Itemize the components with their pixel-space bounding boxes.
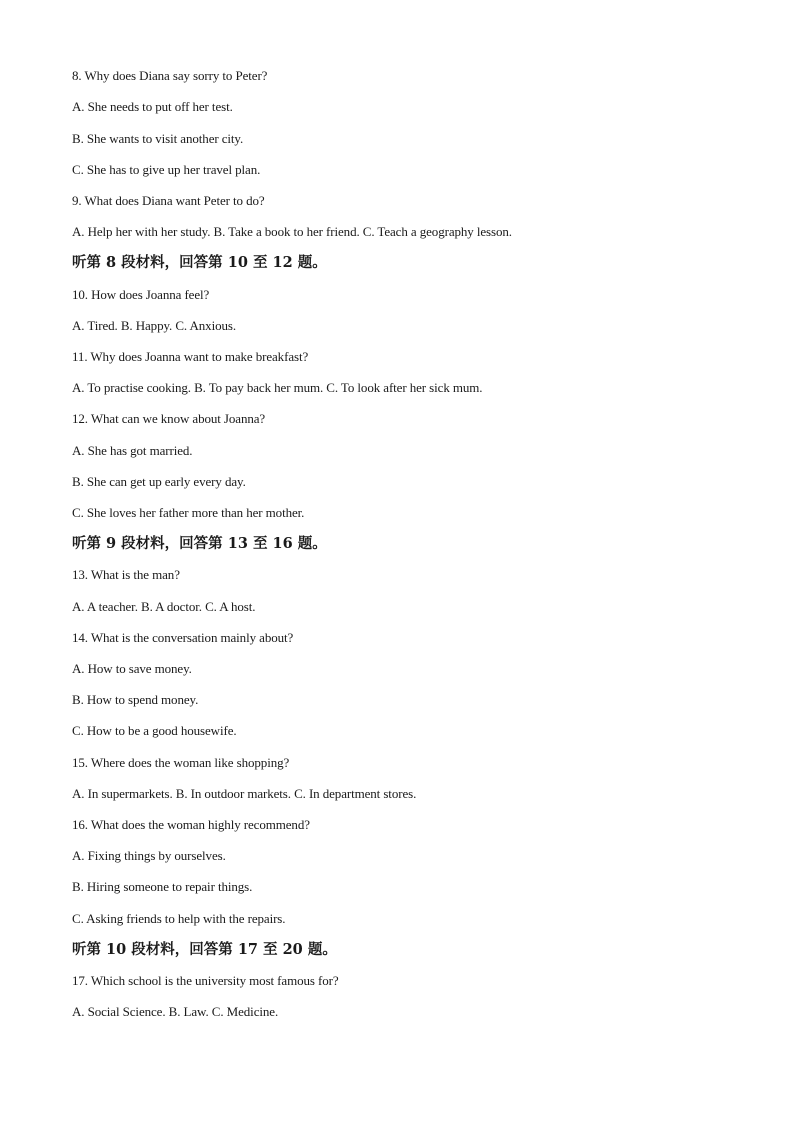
question-16-option-b: B. Hiring someone to repair things. — [72, 879, 253, 894]
question-13-options: A. A teacher. B. A doctor. C. A host. — [72, 599, 256, 614]
question-9-options: A. Help her with her study. B. Take a book to her friend. C. Teach a geography lesson. — [72, 224, 512, 239]
question-15-options: A. In supermarkets. B. In outdoor markets. C. In department stores. — [72, 786, 417, 801]
question-12: 12. What can we know about Joanna? — [72, 411, 266, 426]
question-10-options: A. Tired. B. Happy. C. Anxious. — [72, 318, 236, 333]
question-12-option-c: C. She loves her father more than her mother. — [72, 505, 305, 520]
question-11-options: A. To practise cooking. B. To pay back her mum. C. To look after her sick mum. — [72, 380, 483, 395]
question-16-option-a: A. Fixing things by ourselves. — [72, 848, 226, 863]
question-17: 17. Which school is the university most famous for? — [72, 973, 339, 988]
question-16-option-c: C. Asking friends to help with the repairs. — [72, 911, 286, 926]
question-8-option-a: A. She needs to put off her test. — [72, 99, 233, 114]
question-14-option-a: A. How to save money. — [72, 661, 192, 676]
question-12-option-b: B. She can get up early every day. — [72, 474, 246, 489]
question-8: 8. Why does Diana say sorry to Peter? — [72, 68, 268, 83]
question-9: 9. What does Diana want Peter to do? — [72, 193, 265, 208]
question-14-option-b: B. How to spend money. — [72, 692, 199, 707]
question-14: 14. What is the conversation mainly about? — [72, 630, 294, 645]
question-8-option-c: C. She has to give up her travel plan. — [72, 162, 261, 177]
question-12-option-a: A. She has got married. — [72, 443, 193, 458]
question-14-option-c: C. How to be a good housewife. — [72, 723, 237, 738]
section-heading-10: 听第 10 段材料，回答第 17 至 20 题。 — [72, 941, 337, 958]
question-13: 13. What is the man? — [72, 567, 180, 582]
question-11: 11. Why does Joanna want to make breakfast? — [72, 349, 309, 364]
question-8-option-b: B. She wants to visit another city. — [72, 131, 244, 146]
question-17-options: A. Social Science. B. Law. C. Medicine. — [72, 1004, 279, 1019]
section-heading-9: 听第 9 段材料，回答第 13 至 16 题。 — [72, 535, 327, 552]
section-heading-8: 听第 8 段材料，回答第 10 至 12 题。 — [72, 254, 327, 271]
question-16: 16. What does the woman highly recommend? — [72, 817, 310, 832]
question-10: 10. How does Joanna feel? — [72, 287, 210, 302]
question-15: 15. Where does the woman like shopping? — [72, 755, 290, 770]
